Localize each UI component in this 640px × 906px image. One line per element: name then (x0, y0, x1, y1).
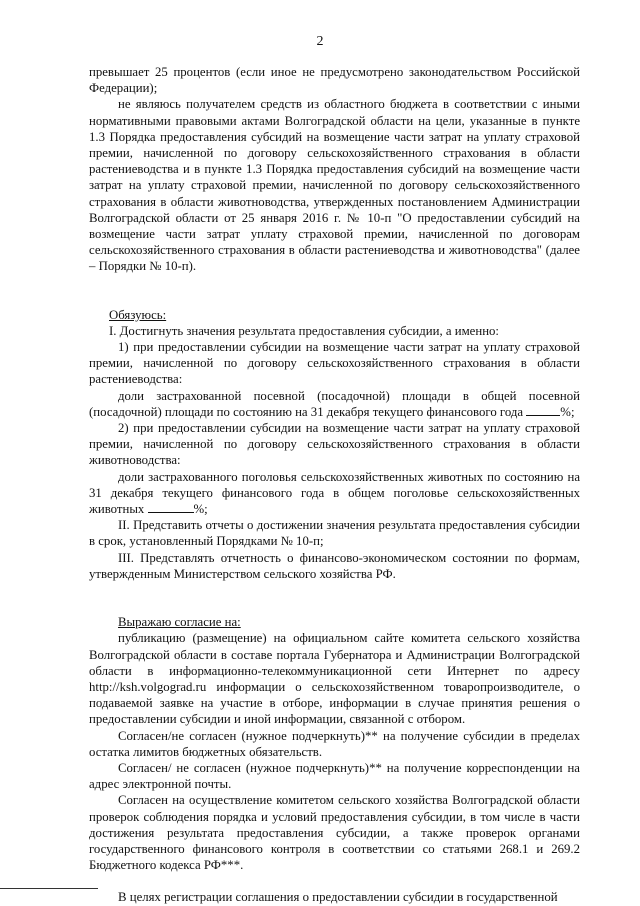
paragraph: В целях регистрации соглашения о предоставлении субсидии в государственной (118, 890, 558, 905)
spacer (89, 598, 580, 614)
blank-field (526, 415, 560, 416)
paragraph: превышает 25 процентов (если иное не предусмотрено законодательством Российской Федерации); (89, 65, 580, 96)
percent-suffix: %; (193, 502, 208, 517)
paragraph: Согласен на осуществление комитетом сельского хозяйства Волгоградской области проверок соблюдения порядка и условий предоставления субсидии, в том числе в части достижения результата предоставления субсидии, а также проверок органами государственного финансового контроля в соответствии со статьями 268.1 и 269.2 Бюджетного кодекса РФ***. (89, 793, 580, 873)
footnote-rule (0, 888, 98, 889)
paragraph-text: доли застрахованной посевной (посадочной) площади в общей посевной (посадочной) площади по состоянию на 31 декабря текущего финансового года (89, 388, 580, 419)
paragraph-livestock-share (89, 469, 580, 518)
spacer (89, 291, 580, 307)
paragraph: Согласен/ не согласен (нужное подчеркнуть)** на получение корреспонденции на адрес электронной почты. (89, 760, 580, 792)
paragraph: I. Достигнуть значения результата предоставления субсидии, а именно: (109, 323, 499, 338)
obligations-heading: Обязуюсь: (109, 307, 167, 322)
paragraph: публикацию (размещение) на официальном сайте комитета сельского хозяйства Волгоградской области в составе портала Губернатора и Администрации Волгоградской области в информационно-телекоммуникационной сети Интернет по адресу http://ksh.volgograd.ru информации о сельскохозяйственном товаропроизводителе, о подаваемой заявке на участие в отборе, информации в случае принятия решения о предоставлении субсидии и иной информации, связанной с отбором. (89, 631, 580, 727)
paragraph: Согласен/не согласен (нужное подчеркнуть)** на получение субсидии в пределах остатка лимитов бюджетных обязательств. (89, 728, 580, 759)
blank-field (148, 512, 194, 513)
percent-suffix: %; (560, 404, 575, 419)
paragraph: 1) при предоставлении субсидии на возмещение части затрат на уплату страховой премии, начисленной по договору сельскохозяйственного страхования в области растениеводства: (89, 340, 580, 387)
spacer (89, 582, 580, 598)
paragraph-crop-share (89, 388, 580, 420)
paragraph: III. Представлять отчетность о финансово-экономическом состоянии по формам, утвержденным Министерством сельского хозяйства РФ. (89, 550, 580, 581)
consent-heading: Выражаю согласие на: (118, 615, 241, 630)
spacer (89, 275, 580, 291)
document-body (89, 64, 580, 906)
spacer (89, 873, 580, 889)
paragraph: не являюсь получателем средств из областного бюджета в соответствии с иными нормативными правовыми актами Волгоградской области на цели, указанные в пункте 1.3 Порядка предоставления субсидий на возмещение части затрат на уплату страховой премии, начисленной по договору сельскохозяйственного страхования в области растениеводства и в пункте 1.3 Порядка предоставления субсидий на возмещение части затрат на уплату страховой премии, начисленной по договору сельскохозяйственного страхования в области животноводства, утвержденных постановлением Администрации Волгоградской области от 25 января 2016 г. № 10-п "О предоставлении субсидий на возмещение части затрат уплату страховой премии, начисленной по договорам сельскохозяйственного страхования в области растениеводства и животноводства" (далее – Порядки № 10-п). (89, 97, 580, 274)
paragraph: II. Представить отчеты о достижении значения результата предоставления субсидии в срок, установленный Порядками № 10-п; (89, 518, 580, 549)
paragraph-text: доли застрахованного поголовья сельскохозяйственных животных по состоянию на 31 декабря текущего финансового года в общем поголовье сельскохозяйственных животных (89, 469, 580, 517)
paragraph: 2) при предоставлении субсидии на возмещение части затрат на уплату страховой премии, начисленной по договору сельскохозяйственного страхования в области животноводства: (89, 421, 580, 468)
page-number: 2 (316, 34, 324, 49)
